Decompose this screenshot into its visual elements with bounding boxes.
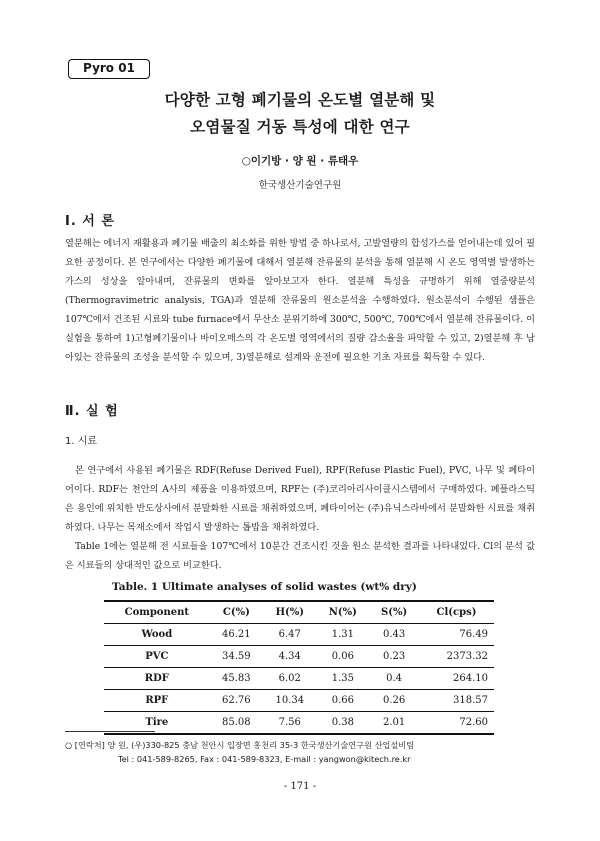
section-heading-experiment: Ⅱ. 실 험 xyxy=(65,404,119,419)
table-row xyxy=(104,624,494,646)
table-cell: 1.35 xyxy=(331,673,354,684)
session-tag: Pyro 01 xyxy=(68,59,150,79)
table-cell: 0.4 xyxy=(386,673,403,684)
table-cell: 7.56 xyxy=(278,717,301,728)
subsection-heading-samples: 1. 시료 xyxy=(65,436,98,447)
table-cell: 10.34 xyxy=(275,695,305,706)
table-header-row xyxy=(104,601,494,624)
table-cell: RPF xyxy=(145,695,169,706)
affiliation: 한국생산기술연구원 xyxy=(258,180,342,191)
table-header-cell: N(%) xyxy=(328,607,357,618)
ultimate-analysis-table xyxy=(104,600,494,735)
table-cell: 0.38 xyxy=(331,717,354,728)
samples-paragraph: 본 연구에서 사용된 폐기물은 RDF(Refuse Derived Fuel), RPF(Refuse Plastic Fuel), PVC, 나무 및 폐타이어이다. RDF는 천안의 A사의 제품을 이용하였으며, RPF는 (주)코리아리사이클시스템에서 구매하였다. 폐플라스틱은 용인에 위치한 반도상사에서 분말화한 시료를 채취하였으며, 폐타이어는 (주)유닉스라바에서 분말화한 시료를 채취하였다. 나무는 목재소에서 작업시 발생하는 톱밥을 채취하였다. xyxy=(65,465,535,533)
section-heading-introduction: Ⅰ. 서 론 xyxy=(65,214,115,229)
table-caption: Table. 1 Ultimate analyses of solid wastes (wt% dry) xyxy=(112,581,417,593)
table-cell: 318.57 xyxy=(453,695,488,706)
table-cell: 62.76 xyxy=(222,695,251,706)
footnote-contact: ○ [연락처] 양 원, (우)330-825 충남 천안시 입장면 홍천리 35-3 한국생산기술연구원 산업설비팀 xyxy=(65,740,415,750)
table-header-cell: S(%) xyxy=(381,607,408,618)
table-cell: 2.01 xyxy=(382,717,406,728)
introduction-paragraph: 열분해는 에너지 재활용과 폐기물 배출의 최소화를 위한 방법 중 하나로서, 고발열량의 합성가스를 얻어내는데 있어 필요한 공정이다. 본 연구에서는 다양한 폐기물에 대해서 열분해 잔류물의 분석을 통해 열분해 시 온도 영역별 발생하는 가스의 성상을 알아내며, 잔류물의 변화를 알아보고자 한다. 열분해 특성을 규명하기 위해 열중량분석(Thermogravimetric analysis, TGA)과 열분해 잔류물의 원소분석을 수행하였다. 원소분석이 수행된 샘플은 107℃에서 건조된 시료와 tube furnace에서 무산소 분위기하에 300℃, 500℃, 700℃에서 열분해 잔류물이다. 이 실험을 통하여 1)고형폐기물이나 바이오매스의 각 온도별 영역에서의 질량 감소율을 파악할 수 있고, 2)열분해 후 남아있는 잔류물의 조성을 분석할 수 있으며, 3)열분해로 설계와 운전에 필요한 기초 자료를 획득할 수 있다. xyxy=(65,238,535,363)
footnote-divider xyxy=(65,731,155,732)
table-row xyxy=(104,668,494,690)
table-cell: 0.23 xyxy=(382,651,406,662)
table-row xyxy=(104,712,494,735)
table-row xyxy=(104,646,494,668)
footnote-phone-email: Tel : 041-589-8265, Fax : 041-589-8323, E-mail : yangwon@kitech.re.kr xyxy=(118,754,411,764)
page-number: - 171 - xyxy=(283,781,317,792)
table-cell: Tire xyxy=(145,717,169,728)
table-cell: 6.47 xyxy=(278,629,301,640)
table-cell: 2373.32 xyxy=(446,651,488,662)
table-cell: 0.66 xyxy=(331,695,354,706)
experiment-paragraphs xyxy=(65,461,535,575)
table-cell: 1.31 xyxy=(331,629,354,640)
table-header-cell: Cl(cps) xyxy=(436,607,477,618)
table-cell: RDF xyxy=(144,673,169,684)
table-cell: 46.21 xyxy=(222,629,251,640)
table-cell: 85.08 xyxy=(222,717,251,728)
table-cell: 45.83 xyxy=(222,673,251,684)
table-cell: 34.59 xyxy=(222,651,251,662)
table-header-cell: H(%) xyxy=(275,607,304,618)
table-cell: 76.49 xyxy=(459,629,488,640)
author-list: ○이기방 · 양 원 · 류태우 xyxy=(241,155,359,167)
table-cell: 72.60 xyxy=(459,717,488,728)
table-cell: 0.43 xyxy=(382,629,406,640)
paper-title-line-2: 오염물질 거동 특성에 대한 연구 xyxy=(190,118,410,136)
paper-title-line-1: 다양한 고형 폐기물의 온도별 열분해 및 xyxy=(164,91,436,109)
table-description-paragraph: Table 1에는 열분해 전 시료들을 107℃에서 10분간 건조시킨 것을 원소 분석한 결과를 나타내었다. Cl의 분석 값은 시료들의 상대적인 값으로 비교한다. xyxy=(65,541,535,571)
table-header-cell: Component xyxy=(124,607,190,618)
table-header-cell: C(%) xyxy=(222,607,250,618)
table-cell: 4.34 xyxy=(278,651,301,662)
table-cell: 6.02 xyxy=(278,673,301,684)
table-cell: 0.26 xyxy=(382,695,406,706)
table-row xyxy=(104,690,494,712)
table-cell: Wood xyxy=(141,629,173,640)
table-cell: 0.06 xyxy=(331,651,354,662)
table-cell: 264.10 xyxy=(453,673,488,684)
table-cell: PVC xyxy=(145,651,169,662)
